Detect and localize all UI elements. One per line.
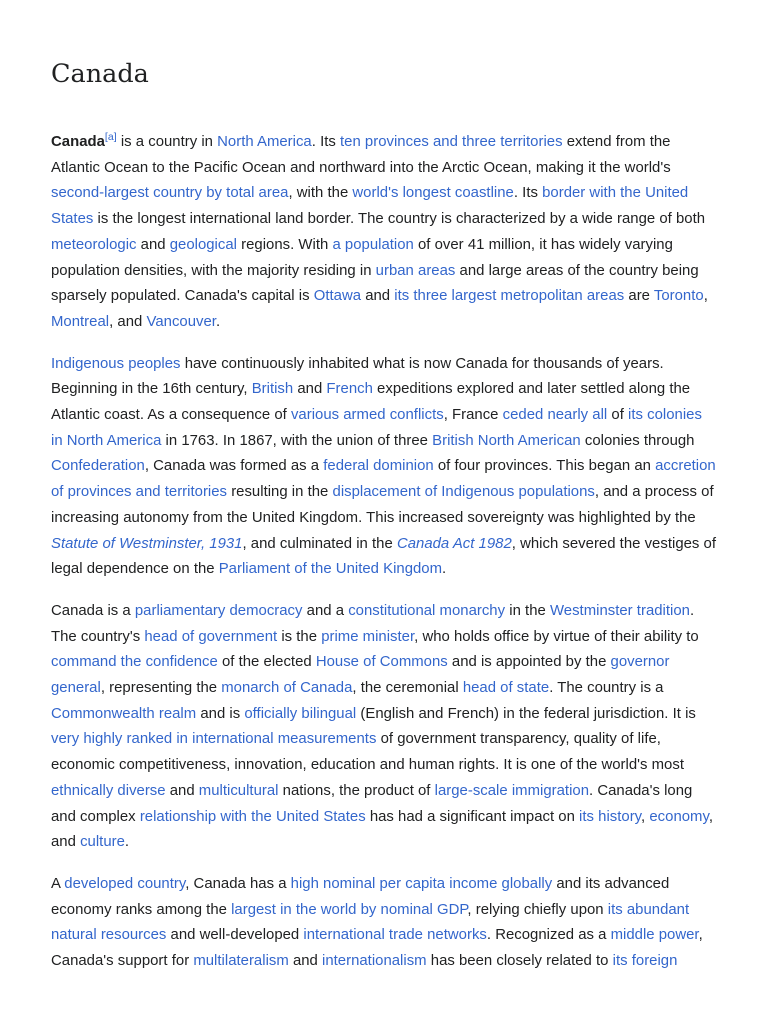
article-link[interactable]: urban areas <box>375 262 456 279</box>
paragraph-text: of <box>607 407 629 424</box>
article-link[interactable]: head of state <box>462 680 550 697</box>
article-link[interactable]: accretion of provinces and territories <box>51 458 716 501</box>
article-link[interactable]: middle power <box>610 927 699 944</box>
article-link[interactable]: North America <box>217 134 312 150</box>
article-link[interactable]: Montreal <box>51 313 110 330</box>
article-link[interactable]: large-scale immigration <box>434 782 590 799</box>
article-link[interactable]: culture <box>80 834 125 851</box>
paragraph-text: has been closely related to <box>426 953 613 970</box>
article-body <box>51 130 717 975</box>
article-link[interactable]: British North American <box>432 432 581 449</box>
paragraph-text: Canada is a <box>51 602 135 619</box>
paragraph-text: , <box>641 808 650 825</box>
paragraph-text: and large areas of the country being sparsely populated. Canada's capital is <box>51 262 699 305</box>
paragraph-3 <box>51 599 717 856</box>
article-link[interactable]: second-largest country by total area <box>51 185 289 202</box>
article-link[interactable]: largest in the world by nominal GDP <box>231 901 468 918</box>
paragraph-4 <box>51 872 717 975</box>
paragraph-text: resulting in the <box>227 484 333 501</box>
paragraph-text: of the elected <box>217 654 316 671</box>
article-link[interactable]: Ottawa <box>313 288 362 305</box>
bold-term: Canada <box>51 134 105 150</box>
article-link[interactable]: its history <box>579 808 642 825</box>
paragraph-text: , who holds office by virtue of their ability to <box>414 628 699 645</box>
paragraph-text: , and <box>51 808 714 851</box>
paragraph-text: and is appointed by the <box>447 654 611 671</box>
article-link[interactable]: high nominal per capita income globally <box>290 875 553 892</box>
article-link[interactable]: Confederation <box>51 458 145 475</box>
article-link[interactable]: parliamentary democracy <box>134 602 303 619</box>
paragraph-text: , <box>703 288 708 305</box>
article-link[interactable]: Statute of Westminster, 1931 <box>51 535 243 552</box>
paragraph-text: regions. With <box>236 236 333 253</box>
paragraph-text: is the <box>277 628 322 645</box>
article-link[interactable]: Indigenous peoples <box>51 355 181 372</box>
footnote-ref-link[interactable]: [a] <box>104 131 117 144</box>
article-link[interactable]: internationalism <box>322 953 427 970</box>
article-link[interactable]: meteorologic <box>51 236 137 253</box>
article-link[interactable]: border with the United States <box>51 185 689 228</box>
article-link[interactable]: command the confidence <box>51 654 218 671</box>
paragraph-text: . Its <box>513 185 543 202</box>
paragraph-text: of government transparency, quality of life, economic competitiveness, innovation, education and human rights. It is one of the world's most <box>51 731 684 774</box>
paragraph-1 <box>51 130 717 336</box>
article-link[interactable]: Toronto <box>653 288 704 305</box>
article-link[interactable]: head of government <box>144 628 278 645</box>
paragraph-text: . <box>442 561 447 578</box>
article-link[interactable]: developed country <box>64 875 186 892</box>
paragraph-text: and <box>136 236 170 253</box>
paragraph-text: of over 41 million, it has widely varying population densities, with the majority residing in <box>51 236 673 279</box>
paragraph-text: are <box>624 288 654 305</box>
paragraph-text: nations, the product of <box>278 782 435 799</box>
paragraph-text: . Recognized as a <box>486 927 611 944</box>
article-link[interactable]: House of Commons <box>315 654 448 671</box>
article-link[interactable]: Westminster tradition <box>549 602 690 619</box>
paragraph-text: A <box>51 875 65 892</box>
paragraph-text: and its advanced economy ranks among the <box>51 875 670 918</box>
article-link[interactable]: federal dominion <box>323 458 434 475</box>
article-link[interactable]: constitutional monarchy <box>348 602 506 619</box>
paragraph-text: and is <box>196 705 245 722</box>
paragraph-text: , Canada's support for <box>51 927 703 970</box>
paragraph-text: and a <box>302 602 349 619</box>
article-link[interactable]: relationship with the United States <box>139 808 366 825</box>
article-link[interactable]: Canada Act 1982 <box>396 535 512 552</box>
paragraph-text: , Canada was formed as a <box>144 458 324 475</box>
paragraph-text: has had a significant impact on <box>365 808 580 825</box>
article-link[interactable]: multicultural <box>198 782 279 799</box>
paragraph-text: in 1763. In 1867, with the union of three <box>161 432 433 449</box>
paragraph-text: is a country in <box>116 134 218 150</box>
paragraph-text: and <box>288 953 322 970</box>
article-link[interactable]: a population <box>332 236 414 253</box>
paragraph-text: colonies through <box>580 432 695 449</box>
paragraph-text: . The country is a <box>549 680 664 697</box>
paragraph-text: is the longest international land border. The country is characterized by a wide range of both <box>93 211 706 228</box>
article-link[interactable]: economy <box>649 808 709 825</box>
paragraph-text: and well-developed <box>166 927 304 944</box>
article-link[interactable]: French <box>326 381 373 398</box>
paragraph-text: . <box>215 313 221 330</box>
paragraph-text: , and culminated in the <box>242 535 397 552</box>
article-link[interactable]: ethnically diverse <box>51 782 166 799</box>
article-link[interactable]: British <box>251 381 294 398</box>
article-link[interactable]: Vancouver <box>146 313 216 330</box>
article-link[interactable]: its abundant natural resources <box>51 901 690 944</box>
paragraph-text: , with the <box>288 185 353 202</box>
article-link[interactable]: international trade networks <box>303 927 487 944</box>
article-link[interactable]: Commonwealth realm <box>51 705 197 722</box>
paragraph-2 <box>51 352 717 583</box>
article-link[interactable]: prime minister <box>321 628 415 645</box>
paragraph-text: . The country's <box>51 602 695 645</box>
article-link[interactable]: ceded nearly all <box>502 407 608 424</box>
paragraph-text: , and <box>109 313 147 330</box>
article-link[interactable]: officially bilingual <box>244 705 357 722</box>
paragraph-text: , which severed the vestiges of legal dependence on the <box>51 535 716 578</box>
footnote-ref <box>105 131 117 143</box>
paragraph-text: , France <box>443 407 503 424</box>
paragraph-text: , representing the <box>100 680 222 697</box>
article-link[interactable]: Parliament of the United Kingdom <box>218 561 443 578</box>
paragraph-text: in the <box>505 602 550 619</box>
paragraph-text: , the ceremonial <box>352 680 463 697</box>
article-link[interactable]: various armed conflicts <box>290 407 444 424</box>
paragraph-text: . <box>124 834 130 851</box>
paragraph-text: (English and French) in the federal jurisdiction. It is <box>356 705 696 722</box>
article-link[interactable]: its three largest metropolitan areas <box>394 288 625 305</box>
article-link[interactable]: governor general <box>51 654 670 697</box>
paragraph-text: and <box>361 288 395 305</box>
paragraph-text: , and a process of increasing autonomy from the United Kingdom. This increased sovereignty was highlighted by the <box>51 484 714 526</box>
paragraph-text: and <box>293 381 327 398</box>
paragraph-text: , relying chiefly upon <box>467 901 608 918</box>
paragraph-text: of four provinces. This began an <box>433 458 656 475</box>
paragraph-text: , Canada has a <box>185 875 291 892</box>
article-link[interactable]: its foreign <box>612 953 678 970</box>
article-link[interactable]: geological <box>169 236 237 253</box>
article-link[interactable]: displacement of Indigenous populations <box>332 484 595 501</box>
page-title: Canada <box>51 59 149 89</box>
article-link[interactable]: ten provinces and three territories <box>340 134 563 150</box>
paragraph-text: have continuously inhabited what is now Canada for thousands of years. Beginning in the 16th century, <box>51 355 664 398</box>
paragraph-text: . Its <box>311 134 341 150</box>
article-link[interactable]: world's longest coastline <box>352 185 514 202</box>
article-link[interactable]: very highly ranked in international measurements <box>51 731 377 748</box>
article-link[interactable]: its colonies in North America <box>51 407 702 449</box>
paragraph-text: and <box>165 782 199 799</box>
paragraph-text: extend from the Atlantic Ocean to the Pacific Ocean and northward into the Arctic Ocean, making it the world's <box>51 134 671 176</box>
article-link[interactable]: monarch of Canada <box>221 680 353 697</box>
paragraph-text: expeditions explored and later settled along the Atlantic coast. As a consequence of <box>51 381 691 424</box>
article-link[interactable]: multilateralism <box>193 953 289 970</box>
paragraph-text: . Canada's long and complex <box>51 782 693 825</box>
